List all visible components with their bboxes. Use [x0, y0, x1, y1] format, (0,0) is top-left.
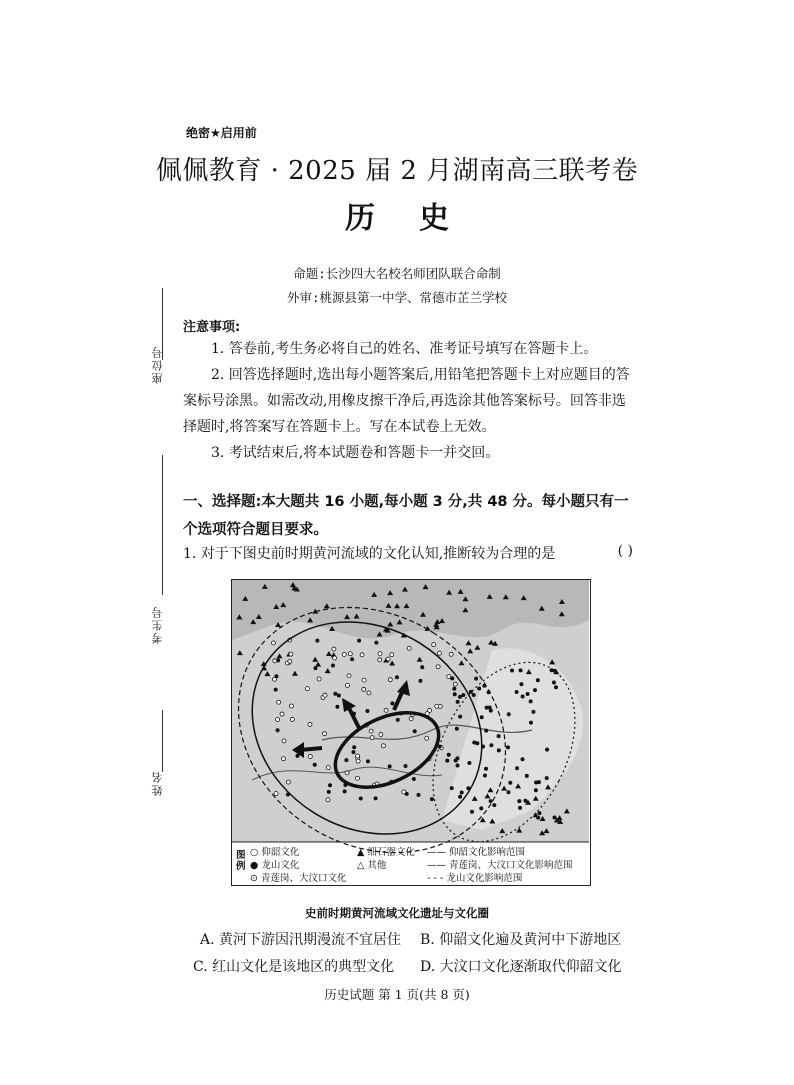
longshan-site-marker: [359, 796, 363, 800]
yangshao-site-marker: [346, 683, 350, 687]
longshan-site-marker: [374, 796, 378, 800]
longshan-site-marker: [518, 806, 522, 810]
longshan-site-marker: [470, 810, 474, 814]
answer-bracket: ( ): [617, 543, 633, 559]
longshan-site-marker: [327, 790, 331, 794]
longshan-site-marker: [489, 743, 493, 747]
yangshao-site-marker: [407, 646, 411, 650]
map-legend: [232, 842, 589, 884]
longshan-site-marker: [519, 682, 523, 686]
note-item-2: 2. 回答选择题时,选出每小题答案后,用铅笔把答题卡上对应题目的答案标号涂黑。如需改动,用橡皮擦干净后,再选涂其他答案标号。回答非选择题时,将答案写在答题卡上。写在本试卷上无效。: [183, 367, 630, 435]
longshan-site-marker: [335, 705, 339, 709]
longshan-site-marker: [537, 780, 541, 784]
longshan-site-marker: [276, 728, 280, 732]
longshan-site-marker: [366, 759, 370, 763]
longshan-site-marker: [484, 729, 488, 733]
yangshao-site-marker: [369, 729, 373, 733]
legend-range-yangshao: —— 仰韶文化影响范围: [427, 847, 526, 858]
notes-heading: 注意事项:: [183, 320, 241, 335]
credit-line-1: 命题:长沙四大名校名师团队联合命制: [293, 266, 501, 281]
yangshao-site-marker: [308, 722, 312, 726]
legend-microlith: ▲ 细石器文化: [357, 847, 415, 858]
note-item-3: 3. 考试结束后,将本试题卷和答题卡一并交回。: [211, 445, 500, 461]
yangshao-site-marker: [388, 678, 392, 682]
yangshao-site-marker: [326, 766, 330, 770]
longshan-site-marker: [489, 709, 493, 713]
longshan-site-marker: [458, 795, 462, 799]
longshan-site-marker: [472, 740, 476, 744]
yangshao-site-marker: [276, 718, 280, 722]
yangshao-site-marker: [286, 780, 290, 784]
longshan-site-marker: [536, 678, 540, 682]
yangshao-site-marker: [308, 754, 312, 758]
legend-title: 图例: [236, 850, 246, 872]
yangshao-site-marker: [437, 651, 441, 655]
yangshao-site-marker: [384, 708, 388, 712]
longshan-site-marker: [452, 687, 456, 691]
yangshao-site-marker: [370, 736, 374, 740]
yangshao-site-marker: [348, 652, 352, 656]
yangshao-site-marker: [355, 776, 359, 780]
culture-map: [231, 579, 591, 886]
longshan-site-marker: [430, 797, 434, 801]
longshan-site-marker: [313, 763, 317, 767]
yangshao-site-marker: [271, 641, 275, 645]
yangshao-site-marker: [326, 798, 330, 802]
longshan-site-marker: [506, 745, 510, 749]
longshan-site-marker: [477, 687, 481, 691]
name-label: 姓名: [151, 770, 164, 796]
yangshao-site-marker: [282, 757, 286, 761]
longshan-site-marker: [328, 783, 332, 787]
longshan-site-marker: [554, 685, 558, 689]
name-line: [162, 710, 163, 772]
yangshao-site-marker: [402, 790, 406, 794]
section-heading: 一、选择题:本大题共 16 小题,每小题 3 分,共 48 分。每小题只有一个选项符合题目要求。: [183, 494, 629, 538]
longshan-site-marker: [461, 693, 465, 697]
yangshao-site-marker: [409, 717, 413, 721]
longshan-site-marker: [497, 734, 501, 738]
longshan-site-marker: [395, 675, 399, 679]
longshan-site-marker: [515, 766, 519, 770]
longshan-site-marker: [517, 799, 521, 803]
yangshao-site-marker: [367, 691, 371, 695]
yangshao-site-marker: [347, 674, 351, 678]
yangshao-site-marker: [378, 652, 382, 656]
longshan-site-marker: [489, 799, 493, 803]
yangshao-site-marker: [289, 704, 293, 708]
longshan-site-marker: [484, 767, 488, 771]
longshan-site-marker: [458, 695, 462, 699]
longshan-site-marker: [374, 641, 378, 645]
longshan-site-marker: [529, 721, 533, 725]
yangshao-site-marker: [425, 736, 429, 740]
longshan-site-marker: [533, 688, 537, 692]
longshan-site-marker: [416, 793, 420, 797]
yangshao-site-marker: [282, 739, 286, 743]
yangshao-site-marker: [323, 693, 327, 697]
note-item-1: 1. 答卷前,考生务必将自己的姓名、准考证号填写在答题卡上。: [211, 341, 598, 357]
longshan-site-marker: [526, 692, 530, 696]
yangshao-site-marker: [362, 687, 366, 691]
longshan-site-marker: [507, 712, 511, 716]
longshan-site-marker: [357, 639, 361, 643]
yangshao-site-marker: [435, 704, 439, 708]
longshan-site-marker: [390, 701, 394, 705]
yangshao-site-marker: [356, 754, 360, 758]
yangshao-site-marker: [342, 652, 346, 656]
longshan-site-marker: [545, 776, 549, 780]
yangshao-site-marker: [449, 652, 453, 656]
yangshao-site-marker: [386, 657, 390, 661]
page-footer: 历史试题 第 1 页(共 8 页): [324, 987, 470, 1002]
yangshao-site-marker: [333, 656, 337, 660]
longshan-site-marker: [456, 764, 460, 768]
longshan-site-marker: [497, 748, 501, 752]
exam-no-line: [162, 455, 163, 595]
legend-other: △ 其他: [357, 860, 387, 871]
longshan-site-marker: [315, 639, 319, 643]
yangshao-site-marker: [288, 659, 292, 663]
longshan-site-marker: [337, 693, 341, 697]
yangshao-site-marker: [379, 732, 383, 736]
yangshao-site-marker: [447, 675, 451, 679]
longshan-site-marker: [529, 699, 533, 703]
yangshao-site-marker: [362, 678, 366, 682]
longshan-site-marker: [352, 745, 356, 749]
longshan-site-marker: [515, 690, 519, 694]
longshan-site-marker: [552, 680, 556, 684]
longshan-site-marker: [479, 806, 483, 810]
longshan-site-marker: [525, 774, 529, 778]
longshan-site-marker: [455, 727, 459, 731]
yangshao-site-marker: [332, 647, 336, 651]
longshan-site-marker: [314, 666, 318, 670]
longshan-site-marker: [351, 750, 355, 754]
option-c: C. 红山文化是该地区的典型文化: [193, 959, 395, 975]
longshan-site-marker: [388, 764, 392, 768]
yangshao-site-marker: [274, 792, 278, 796]
yangshao-site-marker: [317, 677, 321, 681]
legend-range-qinglian: —— 青莲岗、大汶口文化影响范围: [427, 860, 573, 871]
yangshao-site-marker: [305, 687, 309, 691]
yangshao-site-marker: [323, 732, 327, 736]
longshan-site-marker: [545, 748, 549, 752]
longshan-site-marker: [420, 665, 424, 669]
longshan-site-marker: [480, 715, 484, 719]
question-1-stem: [183, 543, 633, 563]
longshan-site-marker: [521, 695, 525, 699]
longshan-site-marker: [534, 788, 538, 792]
yangshao-site-marker: [432, 643, 436, 647]
subject-title: 历史: [345, 201, 493, 236]
longshan-site-marker: [458, 715, 462, 719]
longshan-site-marker: [456, 700, 460, 704]
yangshao-site-marker: [280, 712, 284, 716]
confidential-mark: 绝密★启用前: [186, 126, 257, 140]
yangshao-site-marker: [378, 658, 382, 662]
longshan-site-marker: [472, 693, 476, 697]
yangshao-site-marker: [356, 759, 360, 763]
longshan-site-marker: [453, 692, 457, 696]
longshan-site-marker: [404, 764, 408, 768]
longshan-site-marker: [413, 729, 417, 733]
longshan-site-marker: [331, 663, 335, 667]
yangshao-site-marker: [390, 653, 394, 657]
longshan-site-marker: [274, 674, 278, 678]
longshan-site-marker: [454, 758, 458, 762]
map-graphic: [232, 580, 589, 884]
longshan-site-marker: [445, 759, 449, 763]
legend-range-longshan: - - - 龙山文化影响范围: [427, 873, 523, 884]
longshan-site-marker: [447, 753, 451, 757]
longshan-site-marker: [274, 688, 278, 692]
longshan-site-marker: [396, 718, 400, 722]
yangshao-site-marker: [345, 771, 349, 775]
yangshao-site-marker: [436, 665, 440, 669]
yangshao-site-marker: [453, 682, 457, 686]
legend-longshan: ● 龙山文化: [250, 860, 300, 871]
seat-label: 座位号: [151, 345, 164, 384]
longshan-site-marker: [531, 710, 535, 714]
longshan-site-marker: [450, 676, 454, 680]
map-caption: 史前时期黄河流域文化遗址与文化圈: [305, 906, 489, 920]
longshan-site-marker: [510, 669, 514, 673]
longshan-site-marker: [552, 816, 556, 820]
credit-line-2: 外审:桃源县第一中学、常德市芷兰学校: [286, 290, 508, 305]
longshan-site-marker: [474, 677, 478, 681]
longshan-site-marker: [365, 709, 369, 713]
question-1-text: 1. 对于下图史前时期黄河流域的文化认知,推断较为合理的是: [183, 546, 556, 562]
longshan-site-marker: [485, 706, 489, 710]
exam-no-label: 考生号: [151, 605, 164, 644]
option-b: B. 仰韶文化遍及黄河中下游地区: [420, 932, 622, 948]
longshan-site-marker: [483, 774, 487, 778]
yangshao-site-marker: [277, 700, 281, 704]
exam-title: 佩佩教育 · 2025 届 2 月湖南高三联考卷: [155, 156, 639, 186]
longshan-site-marker: [519, 668, 523, 672]
option-d: D. 大汶口文化逐渐取代仰韶文化: [420, 959, 622, 975]
longshan-site-marker: [492, 803, 496, 807]
yangshao-site-marker: [290, 717, 294, 721]
longshan-site-marker: [508, 781, 512, 785]
yangshao-site-marker: [360, 653, 364, 657]
legend-qinglian: ⊙ 青莲岗、大汶口文化: [250, 873, 347, 884]
longshan-site-marker: [521, 757, 525, 761]
longshan-site-marker: [450, 786, 454, 790]
yangshao-site-marker: [289, 652, 293, 656]
longshan-site-marker: [460, 790, 464, 794]
longshan-site-marker: [350, 657, 354, 661]
longshan-site-marker: [343, 789, 347, 793]
longshan-site-marker: [506, 790, 510, 794]
yangshao-site-marker: [381, 744, 385, 748]
option-a: A. 黄河下游因汛期漫流不宜居住: [200, 932, 402, 948]
longshan-site-marker: [537, 811, 541, 815]
yangshao-site-marker: [273, 659, 277, 663]
legend-yangshao: ○ 仰韶文化: [250, 847, 300, 858]
longshan-site-marker: [333, 692, 337, 696]
longshan-site-marker: [467, 761, 471, 765]
longshan-site-marker: [412, 777, 416, 781]
longshan-site-marker: [344, 758, 348, 762]
longshan-site-marker: [418, 679, 422, 683]
